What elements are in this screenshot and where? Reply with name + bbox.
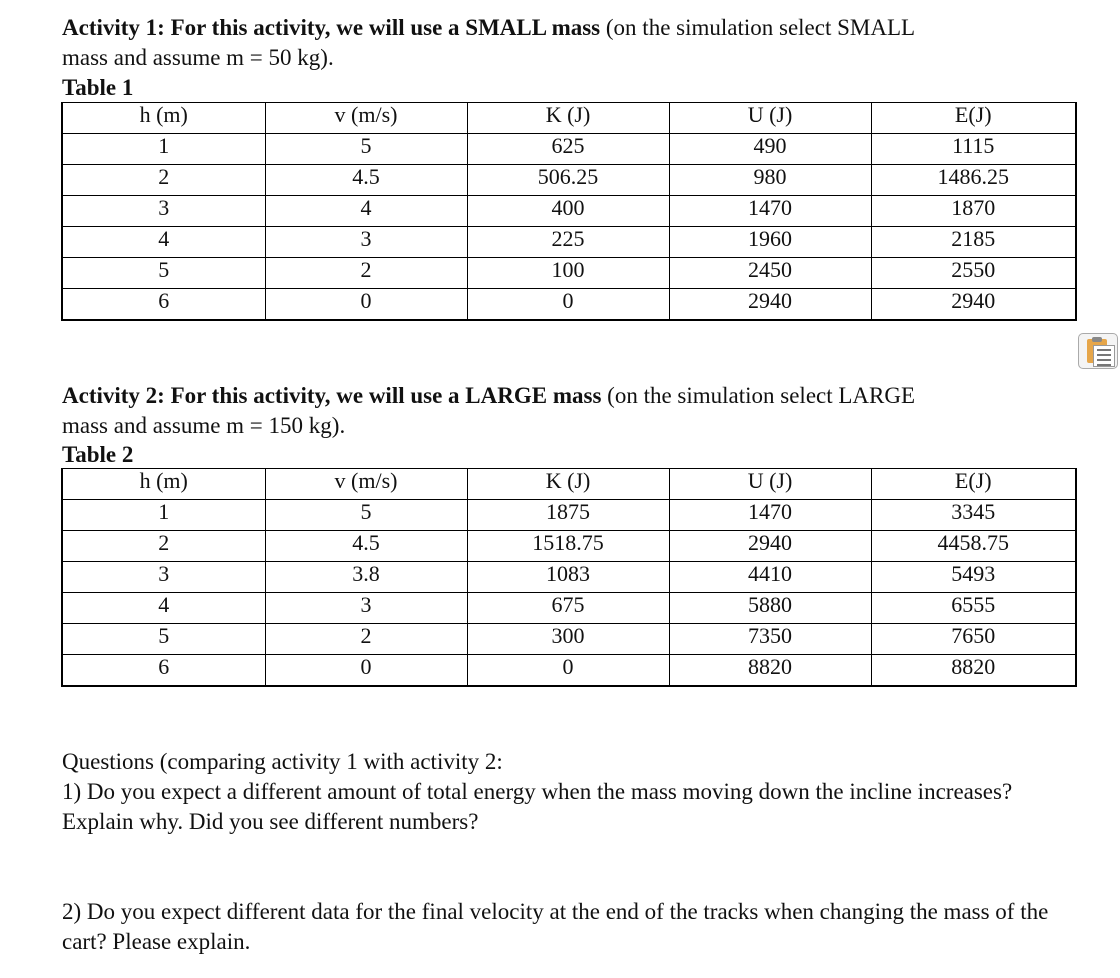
table-cell: 1870 xyxy=(871,196,1076,227)
table-cell: 1518.75 xyxy=(467,531,669,562)
table-1 xyxy=(61,102,1077,321)
table-cell: 300 xyxy=(467,624,669,655)
table-cell: 400 xyxy=(467,196,669,227)
questions-block xyxy=(62,747,1052,837)
table-cell: 6 xyxy=(62,289,265,321)
activity1-heading-line2: mass and assume m = 50 kg). xyxy=(62,45,334,70)
table-cell: 1083 xyxy=(467,562,669,593)
table-row xyxy=(62,500,1076,531)
table-cell: 2940 xyxy=(669,289,871,321)
table-cell: 3 xyxy=(265,227,467,258)
table-cell: 1875 xyxy=(467,500,669,531)
table-cell: 4 xyxy=(265,196,467,227)
table-header-cell: E(J) xyxy=(871,103,1076,134)
table-row xyxy=(62,624,1076,655)
table-cell: 1 xyxy=(62,500,265,531)
table-header-cell: h (m) xyxy=(62,469,265,500)
table-cell: 6555 xyxy=(871,593,1076,624)
activity2-heading xyxy=(62,381,1062,441)
table-cell: 5 xyxy=(265,500,467,531)
table-cell: 2450 xyxy=(669,258,871,289)
table-row xyxy=(62,562,1076,593)
table2-label: Table 2 xyxy=(62,442,134,467)
table-cell: 2 xyxy=(62,165,265,196)
table-cell: 3.8 xyxy=(265,562,467,593)
table-row xyxy=(62,531,1076,562)
table-row xyxy=(62,593,1076,624)
clipboard-icon[interactable] xyxy=(1078,333,1118,369)
table-cell: 2 xyxy=(265,624,467,655)
table-cell: 2 xyxy=(62,531,265,562)
activity2-heading-bold: Activity 2: For this activity, we will use a LARGE mass xyxy=(62,383,602,408)
activity1-heading-rest: (on the simulation select SMALL xyxy=(600,15,916,40)
table-row xyxy=(62,258,1076,289)
table-row xyxy=(62,165,1076,196)
activity2-heading-line2: mass and assume m = 150 kg). xyxy=(62,413,346,438)
activity1-heading-bold: Activity 1: For this activity, we will use a SMALL mass xyxy=(62,15,601,40)
table-header-cell: U (J) xyxy=(669,469,871,500)
table-cell: 625 xyxy=(467,134,669,165)
table-2 xyxy=(61,468,1077,687)
table-cell: 5880 xyxy=(669,593,871,624)
question-2: 2) Do you expect different data for the final velocity at the end of the tracks when changing the mass of the cart? Please explain. xyxy=(62,899,1049,954)
table-header-cell: v (m/s) xyxy=(265,469,467,500)
table-header-cell: E(J) xyxy=(871,469,1076,500)
table-cell: 6 xyxy=(62,655,265,687)
activity2-heading-rest: (on the simulation select LARGE xyxy=(601,383,916,408)
table-header-cell: h (m) xyxy=(62,103,265,134)
table-cell: 0 xyxy=(265,655,467,687)
table-cell: 1 xyxy=(62,134,265,165)
table-cell: 980 xyxy=(669,165,871,196)
table-header-row xyxy=(62,103,1076,134)
table-cell: 4 xyxy=(62,593,265,624)
table-row xyxy=(62,655,1076,687)
table-cell: 0 xyxy=(467,655,669,687)
table-cell: 7350 xyxy=(669,624,871,655)
table-cell: 2940 xyxy=(669,531,871,562)
table-cell: 1470 xyxy=(669,196,871,227)
table-cell: 675 xyxy=(467,593,669,624)
table-cell: 506.25 xyxy=(467,165,669,196)
table-cell: 2550 xyxy=(871,258,1076,289)
table-header-cell: U (J) xyxy=(669,103,871,134)
table-cell: 0 xyxy=(265,289,467,321)
table-cell: 4.5 xyxy=(265,531,467,562)
table-cell: 5493 xyxy=(871,562,1076,593)
table-cell: 1115 xyxy=(871,134,1076,165)
table-cell: 4 xyxy=(62,227,265,258)
table-cell: 4.5 xyxy=(265,165,467,196)
table-header-row xyxy=(62,469,1076,500)
table-cell: 4458.75 xyxy=(871,531,1076,562)
activity1-heading xyxy=(62,13,1062,73)
table-cell: 5 xyxy=(265,134,467,165)
table-cell: 3345 xyxy=(871,500,1076,531)
table-cell: 3 xyxy=(265,593,467,624)
table-cell: 2185 xyxy=(871,227,1076,258)
table-row xyxy=(62,227,1076,258)
table-cell: 4410 xyxy=(669,562,871,593)
table-cell: 1960 xyxy=(669,227,871,258)
table-cell: 3 xyxy=(62,196,265,227)
questions-intro: Questions (comparing activity 1 with activity 2: xyxy=(62,749,503,774)
table-cell: 1470 xyxy=(669,500,871,531)
table-cell: 5 xyxy=(62,624,265,655)
table-header-cell: K (J) xyxy=(467,469,669,500)
table-header-cell: v (m/s) xyxy=(265,103,467,134)
table-row xyxy=(62,289,1076,321)
table-cell: 7650 xyxy=(871,624,1076,655)
table-cell: 2940 xyxy=(871,289,1076,321)
table-row xyxy=(62,134,1076,165)
table-cell: 2 xyxy=(265,258,467,289)
table-cell: 1486.25 xyxy=(871,165,1076,196)
table1-label: Table 1 xyxy=(62,75,134,100)
table-cell: 8820 xyxy=(669,655,871,687)
question-1: 1) Do you expect a different amount of total energy when the mass moving down the incline increases? Explain why. Did you see different numbers? xyxy=(62,779,1013,834)
table-header-cell: K (J) xyxy=(467,103,669,134)
table-cell: 8820 xyxy=(871,655,1076,687)
table-cell: 3 xyxy=(62,562,265,593)
table-cell: 0 xyxy=(467,289,669,321)
table-cell: 100 xyxy=(467,258,669,289)
table-cell: 490 xyxy=(669,134,871,165)
table-cell: 225 xyxy=(467,227,669,258)
table-cell: 5 xyxy=(62,258,265,289)
table-row xyxy=(62,196,1076,227)
